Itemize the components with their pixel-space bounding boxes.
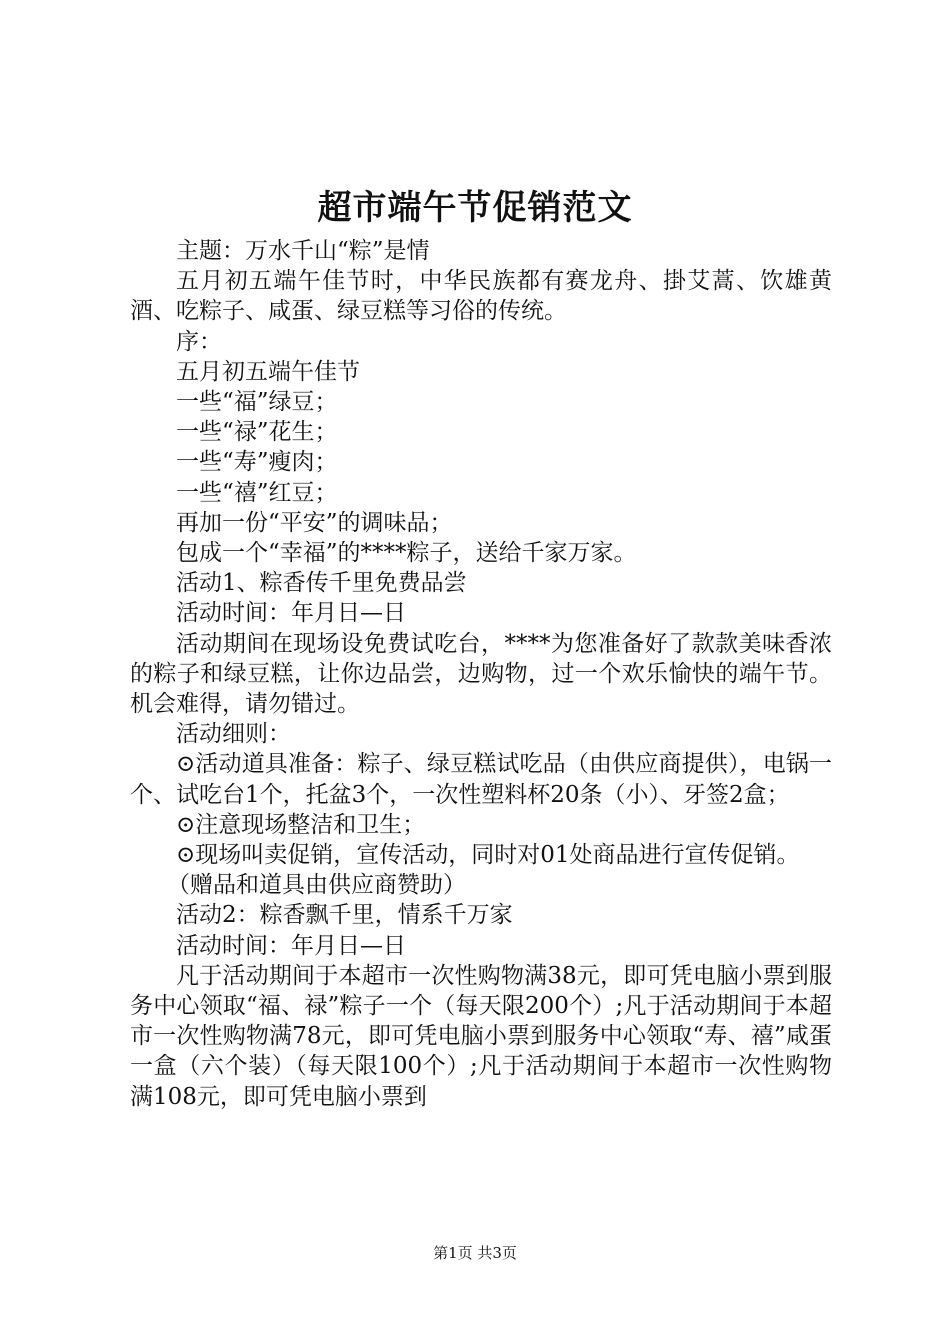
activity1-description: 活动期间在现场设免费试吃台，****为您准备好了款款美味香浓的粽子和绿豆糕，让你边品尝，边购物，过一个欢乐愉快的端午节。机会难得，请勿错过。: [130, 630, 832, 718]
document-title: 超市端午节促销范文: [317, 188, 633, 228]
activity-rules-label: 活动细则：: [176, 721, 291, 748]
poem-line: 再加一份“平安”的调味品；: [176, 509, 453, 536]
paragraph-intro: 五月初五端午佳节时，中华民族都有赛龙舟、掛艾蒿、饮雄黄酒、吃粽子、咸蛋、绿豆糕等习俗的传统。: [130, 268, 832, 325]
poem-line: 一些“禄”花生；: [176, 419, 338, 446]
paragraph-theme: 主题：万水千山“粽”是情: [176, 238, 430, 264]
rule-item: ⊙现场叫卖促销，宣传活动，同时对01处商品进行宣传促销。: [176, 842, 800, 869]
activity1-time: 活动时间：年月日—日: [176, 600, 406, 627]
page-footer: 第1页 共3页: [433, 1244, 517, 1262]
poem-line: 一些“禧”红豆；: [176, 479, 338, 506]
poem-line: 一些“寿”瘦肉；: [176, 449, 338, 476]
activity2-heading: 活动2：粽香飘千里，情系千万家: [176, 902, 513, 929]
rule-item: ⊙活动道具准备：粽子、绿豆糕试吃品（由供应商提供），电锅一个、试吃台1个，托盆3个，一次性塑料杯20条（小）、牙签2盒；: [130, 751, 832, 808]
poem-line: 一些“福”绿豆；: [176, 389, 338, 416]
document-body: [130, 236, 832, 1112]
sponsor-note: （赠品和道具由供应商赞助）: [167, 872, 466, 899]
activity2-time: 活动时间：年月日—日: [176, 932, 406, 959]
activity1-heading: 活动1、粽香传千里免费品尝: [176, 570, 467, 597]
activity2-description: 凡于活动期间于本超市一次性购物满38元，即可凭电脑小票到服务中心领取“福、禄”粽子一个（每天限200个）;凡于活动期间于本超市一次性购物满78元，即可凭电脑小票到服务中心领取“寿、禧”咸蛋一盒（六个装）（每天限100个）;凡于活动期间于本超市一次性购物满108元，即可凭电脑小票到: [130, 962, 832, 1110]
paragraph-preface-label: 序：: [176, 328, 222, 355]
poem-line: 包成一个“幸福”的****粽子，送给千家万家。: [176, 540, 637, 567]
rule-item: ⊙注意现场整洁和卫生；: [176, 811, 426, 838]
poem-line: 五月初五端午佳节: [176, 358, 360, 385]
